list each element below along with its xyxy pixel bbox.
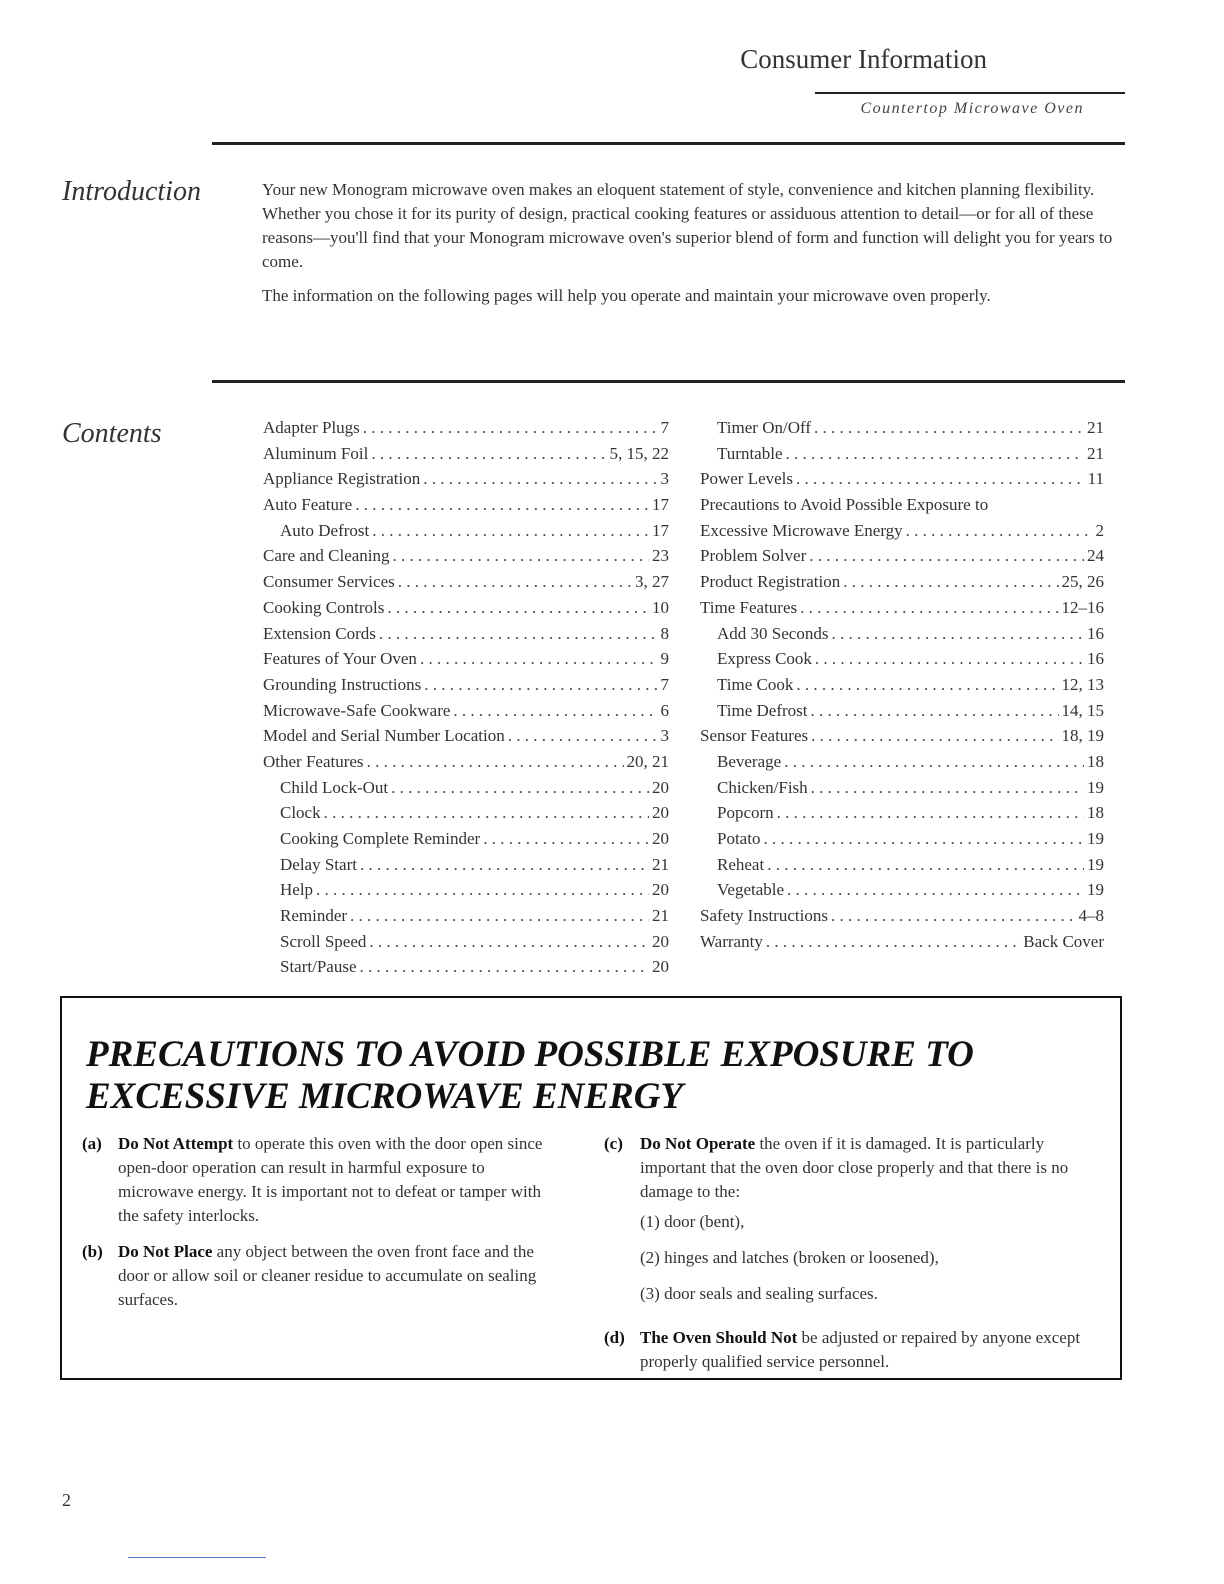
contents-heading: Contents <box>62 418 162 449</box>
item-lead: Do Not Operate <box>640 1134 756 1153</box>
item-lead: Do Not Attempt <box>118 1134 234 1153</box>
toc-subentry: Popcorn . . . 18 <box>700 803 1104 829</box>
toc-right-column <box>700 418 1104 957</box>
precautions-box <box>60 996 1122 1380</box>
toc-subentry: Time Cook . . . 12, 13 <box>700 675 1104 701</box>
toc-subentry: Turntable . . . 21 <box>700 444 1104 470</box>
toc-entry: Adapter Plugs . . . 7 <box>263 418 669 444</box>
toc-subentry: Auto Defrost . . . 17 <box>263 521 669 547</box>
toc-entry: Consumer Services . . . 3, 27 <box>263 572 669 598</box>
toc-entry: Features of Your Oven . . . 9 <box>263 649 669 675</box>
precautions-heading-line: EXCESSIVE MICROWAVE ENERGY <box>86 1076 684 1117</box>
item-tag: (b) <box>82 1242 103 1261</box>
intro-paragraph: Your new Monogram microwave oven makes an eloquent statement of style, convenience and kitchen planning flexibility. Whether you chose it for its purity of design, practical cooking features or assiduous attention to detail—or for all of these reasons—you'll find that your Monogram microwave oven's superior blend of form and function will delight you for years to come. <box>262 180 1113 271</box>
toc-subentry: Reminder . . . 21 <box>263 906 669 932</box>
toc-subentry: Reheat . . . 19 <box>700 855 1104 881</box>
item-tag: (c) <box>604 1134 623 1153</box>
damage-list <box>640 1210 1104 1306</box>
toc-entry: Warranty . . . Back Cover <box>700 932 1104 958</box>
toc-subentry: Delay Start . . . 21 <box>263 855 669 881</box>
toc-entry: Power Levels . . . 11 <box>700 469 1104 495</box>
item-tag: (a) <box>82 1134 102 1153</box>
toc-subentry: Beverage . . . 18 <box>700 752 1104 778</box>
toc-subentry: Vegetable . . . 19 <box>700 880 1104 906</box>
damage-list-item: (1) door (bent), <box>640 1212 745 1231</box>
toc-entry: Sensor Features . . . 18, 19 <box>700 726 1104 752</box>
toc-entry: Safety Instructions . . . 4–8 <box>700 906 1104 932</box>
item-text: be adjusted or repaired by anyone except properly qualified service personnel. <box>640 1328 1081 1371</box>
toc-entry: Appliance Registration . . . 3 <box>263 469 669 495</box>
toc-subentry: Chicken/Fish . . . 19 <box>700 778 1104 804</box>
toc-entry: Time Features . . . 12–16 <box>700 598 1104 624</box>
item-text: the oven if it is damaged. It is particularly important that the oven door close properly and that there is no damage to the: <box>640 1134 1069 1201</box>
toc-entry: Microwave-Safe Cookware . . . 6 <box>263 701 669 727</box>
toc-entry: Aluminum Foil . . . 5, 15, 22 <box>263 444 669 470</box>
toc-left-column <box>263 418 669 983</box>
intro-divider <box>212 142 1125 145</box>
toc-subentry: Add 30 Seconds . . . 16 <box>700 624 1104 650</box>
precautions-right-column <box>604 1132 1104 1382</box>
item-body <box>118 1240 552 1312</box>
damage-list-item: (3) door seals and sealing surfaces. <box>640 1284 878 1303</box>
section-title: Consumer Information <box>740 44 987 74</box>
item-text: to operate this oven with the door open since open-door operation can result in harmful exposure to microwave energy. It is important not to defeat or tamper with the safety interlocks. <box>118 1134 543 1225</box>
toc-entry: Other Features . . . 20, 21 <box>263 752 669 778</box>
toc-subentry: Express Cook . . . 16 <box>700 649 1104 675</box>
product-subtitle: Countertop Microwave Oven <box>860 100 1084 117</box>
toc-entry: Problem Solver . . . 24 <box>700 546 1104 572</box>
toc-entry: Extension Cords . . . 8 <box>263 624 669 650</box>
precautions-heading <box>86 1034 1096 1118</box>
toc-entry: Product Registration . . . 25, 26 <box>700 572 1104 598</box>
precaution-item <box>604 1326 1104 1374</box>
toc-subentry: Potato . . . 19 <box>700 829 1104 855</box>
toc-subentry: Timer On/Off . . . 21 <box>700 418 1104 444</box>
toc-entry: Model and Serial Number Location . . . 3 <box>263 726 669 752</box>
toc-subentry: Cooking Complete Reminder . . . 20 <box>263 829 669 855</box>
introduction-heading: Introduction <box>62 176 201 207</box>
toc-subentry: Time Defrost . . . 14, 15 <box>700 701 1104 727</box>
header-divider <box>815 92 1125 94</box>
precaution-item <box>82 1132 552 1228</box>
item-lead: The Oven Should Not <box>640 1328 798 1347</box>
item-lead: Do Not Place <box>118 1242 213 1261</box>
damage-list-item: (2) hinges and latches (broken or loosened), <box>640 1248 939 1267</box>
item-body <box>640 1326 1104 1374</box>
item-body <box>640 1132 1104 1318</box>
toc-subentry: Start/Pause . . . 20 <box>263 957 669 983</box>
footer-underline <box>128 1557 266 1558</box>
toc-entry: Precautions to Avoid Possible Exposure to <box>700 495 989 515</box>
toc-subentry: Scroll Speed . . . 20 <box>263 932 669 958</box>
toc-subentry: Clock . . . 20 <box>263 803 669 829</box>
precautions-heading-line: PRECAUTIONS TO AVOID POSSIBLE EXPOSURE TO <box>86 1034 974 1075</box>
introduction-body <box>262 178 1122 318</box>
toc-entry: Grounding Instructions . . . 7 <box>263 675 669 701</box>
item-tag: (d) <box>604 1328 625 1347</box>
precaution-item <box>82 1240 552 1312</box>
precautions-left-column <box>82 1132 552 1320</box>
toc-entry: Cooking Controls . . . 10 <box>263 598 669 624</box>
toc-entry: Excessive Microwave Energy . . . 2 <box>700 521 1104 547</box>
item-body <box>118 1132 552 1228</box>
toc-subentry: Help . . . 20 <box>263 880 669 906</box>
item-text: any object between the oven front face and the door or allow soil or cleaner residue to accumulate on sealing surfaces. <box>118 1242 537 1309</box>
toc-entry: Care and Cleaning . . . 23 <box>263 546 669 572</box>
precaution-item <box>604 1132 1104 1318</box>
toc-entry: Auto Feature . . . 17 <box>263 495 669 521</box>
contents-divider <box>212 380 1125 383</box>
toc-subentry: Child Lock-Out . . . 20 <box>263 778 669 804</box>
page-number: 2 <box>62 1490 71 1510</box>
intro-paragraph: The information on the following pages will help you operate and maintain your microwave oven properly. <box>262 286 991 305</box>
